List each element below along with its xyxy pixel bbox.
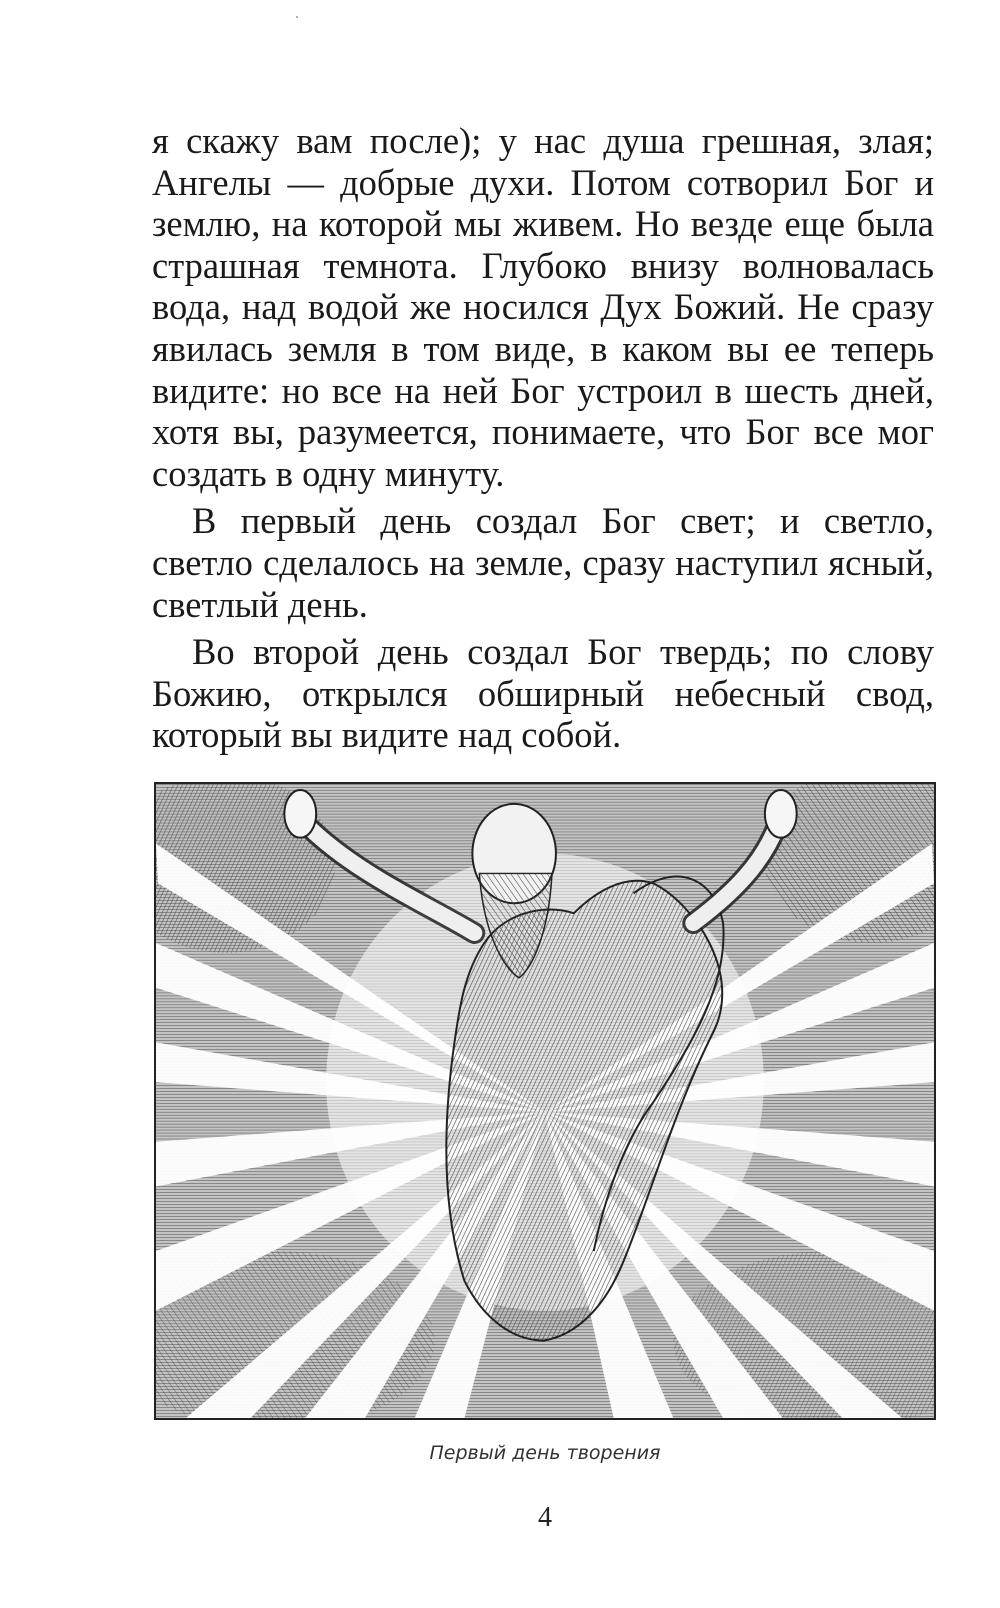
- engraving-illustration: [154, 782, 936, 1420]
- paragraph-1: я скажу вам после); у нас душа грешная, злая; Ангелы — добрые духи. Потом сотворил Бог и землю, на которой мы живем. Но везде еще была страшная темнота. Глубоко внизу волновалась вода, над водой же носился Дух Божий. Не сразу явилась земля в том виде, в каком вы ее теперь видите: но все на ней Бог устроил в шесть дней, хотя вы, разумеется, понимаете, что Бог все мог создать в одну минуту.: [152, 120, 934, 494]
- figure-caption: Первый день творения: [429, 1442, 661, 1464]
- body-text: [152, 120, 934, 756]
- paragraph-3: Во второй день создал Бог твердь; по слову Божию, открылся обширный небесный свод, который вы видите над собой.: [152, 631, 934, 756]
- creation-engraving-image: [156, 784, 934, 1418]
- print-speck: [296, 16, 298, 18]
- paragraph-2: В первый день создал Бог свет; и светло, светло сделалось на земле, сразу наступил ясный, светлый день.: [152, 500, 934, 625]
- page-number: 4: [538, 1502, 552, 1533]
